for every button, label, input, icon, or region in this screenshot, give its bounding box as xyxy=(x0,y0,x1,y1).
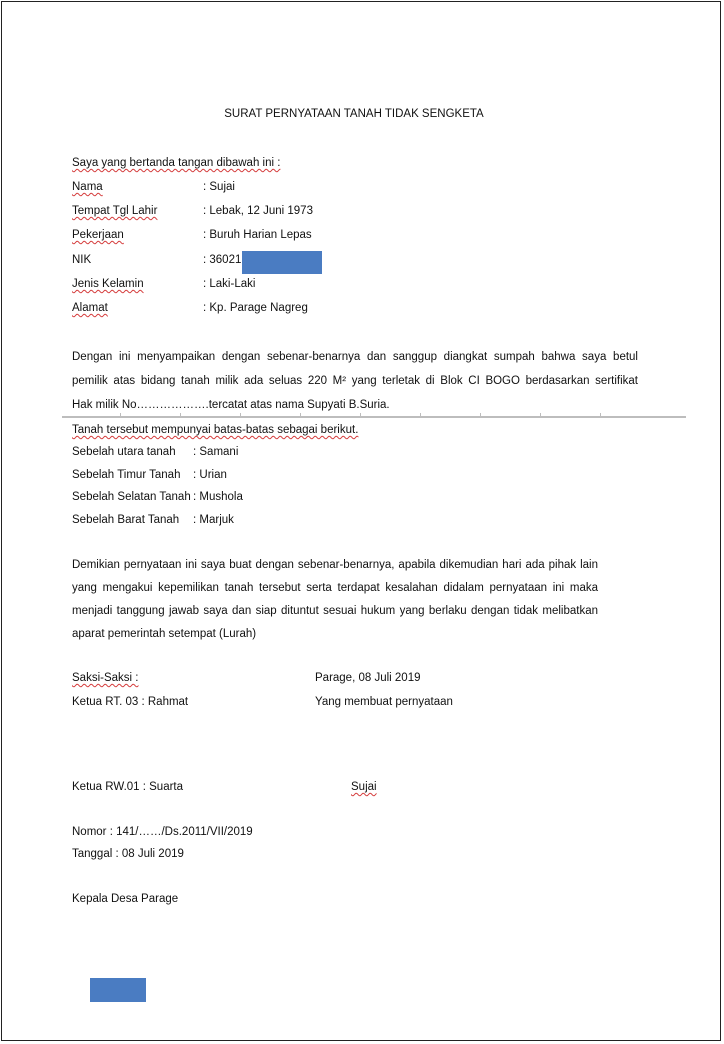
identity-value-name: : Sujai xyxy=(203,181,235,193)
identity-label-address: Alamat xyxy=(72,302,108,314)
identity-label-job: Pekerjaan xyxy=(72,229,124,241)
identity-label-birth: Tempat Tgl Lahir xyxy=(72,205,158,217)
identity-label-nik: NIK xyxy=(72,254,92,266)
village-head: Kepala Desa Parage xyxy=(72,893,179,905)
boundary-value-east: : Urian xyxy=(193,469,227,481)
boundaries-intro: Tanah tersebut mempunyai batas-batas sebagai berikut. xyxy=(72,424,359,436)
place-date: Parage, 08 Juli 2019 xyxy=(315,672,421,684)
identity-label-gender: Jenis Kelamin xyxy=(72,278,144,290)
boundary-value-west: : Marjuk xyxy=(193,514,234,526)
signature-redaction-box xyxy=(90,978,146,1002)
closing-line: aparat pemerintah setempat (Lurah) xyxy=(72,628,257,640)
statement-line: Hak milik No……………….tercatat atas nama Supyati B.Suria. xyxy=(72,399,390,411)
maker-label: Yang membuat pernyataan xyxy=(315,696,453,708)
page-break-line xyxy=(62,416,686,418)
nik-redaction-box xyxy=(242,251,322,274)
boundary-label-south: Sebelah Selatan Tanah xyxy=(72,491,191,503)
boundary-value-south: : Mushola xyxy=(193,491,243,503)
rw-witness: Ketua RW.01 : Suarta xyxy=(72,781,184,793)
closing-line: yang mengakui kepemilikan tanah tersebut serta terdapat kesalahan didalam pernyataan ini maka xyxy=(72,582,598,594)
statement-line: Dengan ini menyampaikan dengan sebenar-benarnya dan sanggup diangkat sumpah bahwa saya betul xyxy=(72,351,638,363)
maker-name: Sujai xyxy=(351,781,377,793)
boundary-value-north: : Samani xyxy=(193,446,239,458)
identity-value-nik: : 36021 xyxy=(203,254,242,266)
identity-value-job: : Buruh Harian Lepas xyxy=(203,229,312,241)
boundary-label-west: Sebelah Barat Tanah xyxy=(72,514,180,526)
ruler-tick xyxy=(300,413,301,417)
ruler-tick xyxy=(180,413,181,417)
document-number: Nomor : 141/……/Ds.2011/VII/2019 xyxy=(72,826,253,838)
identity-label-name: Nama xyxy=(72,181,103,193)
ruler-tick xyxy=(360,413,361,417)
ruler-tick xyxy=(600,413,601,417)
statement-line: pemilik atas bidang tanah milik ada seluas 220 M² yang terletak di Blok CI BOGO berdasarkan sertifikat xyxy=(72,375,638,387)
identity-value-gender: : Laki-Laki xyxy=(203,278,256,290)
closing-line: Demikian pernyataan ini saya buat dengan sebenar-benarnya, apabila dikemudian hari ada pihak lain xyxy=(72,559,598,571)
identity-value-birth: : Lebak, 12 Juni 1973 xyxy=(203,205,313,217)
boundary-label-north: Sebelah utara tanah xyxy=(72,446,176,458)
ruler-tick xyxy=(540,413,541,417)
ruler-tick xyxy=(420,413,421,417)
document-title: SURAT PERNYATAAN TANAH TIDAK SENGKETA xyxy=(224,108,484,120)
ruler-tick xyxy=(480,413,481,417)
witness-label: Saksi-Saksi : xyxy=(72,672,139,684)
identity-value-address: : Kp. Parage Nagreg xyxy=(203,302,308,314)
ruler-tick xyxy=(240,413,241,417)
rt-witness: Ketua RT. 03 : Rahmat xyxy=(72,696,189,708)
ruler-tick xyxy=(120,413,121,417)
boundary-label-east: Sebelah Timur Tanah xyxy=(72,469,181,481)
intro-text: Saya yang bertanda tangan dibawah ini : xyxy=(72,157,281,169)
closing-line: menjadi tanggung jawab saya dan siap dituntut sesuai hukum yang berlaku dengan tidak melibatkan xyxy=(72,605,598,617)
document-date: Tanggal : 08 Juli 2019 xyxy=(72,848,184,860)
